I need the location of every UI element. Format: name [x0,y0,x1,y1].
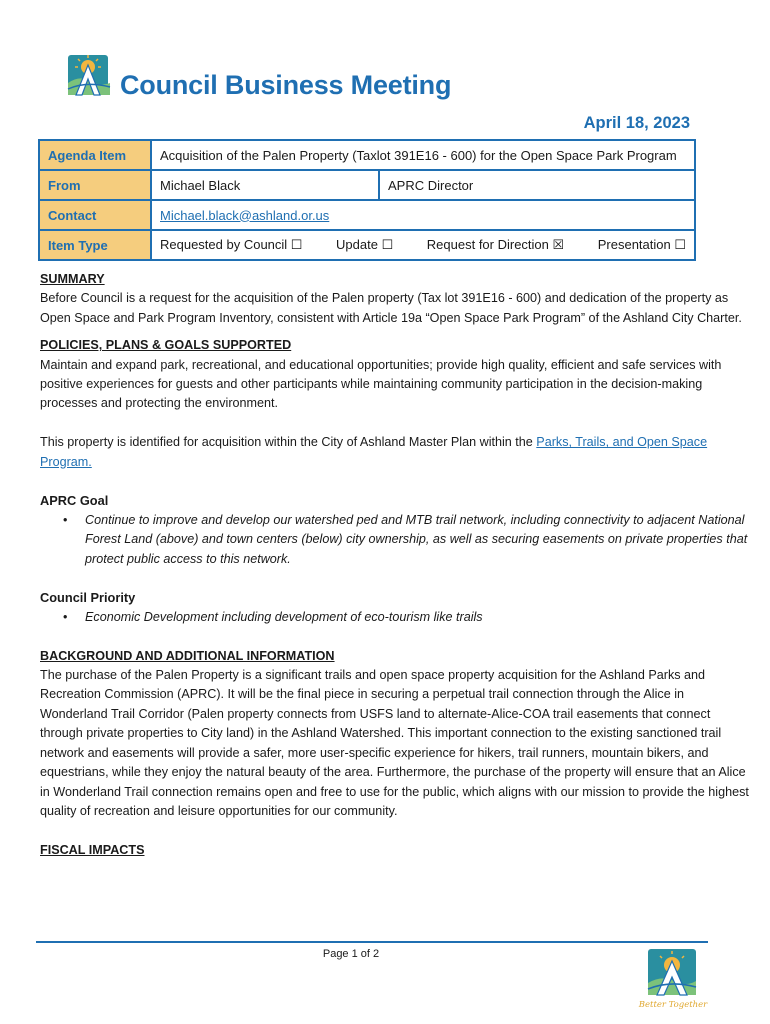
policies-text: Maintain and expand park, recreational, and educational opportunities; provide high quality, efficient and safe services with positive experiences for guests and other participants while maintaining community participation in the decision-making processes and protecting the environment. [40,357,722,411]
page-title: Council Business Meeting [120,70,452,100]
policies-text-2-prefix: This property is identified for acquisition within the City of Ashland Master Plan within the [40,435,537,450]
page-number: Page 1 of 2 [322,948,380,960]
contact-cell [151,200,695,230]
from-name: Michael Black [151,170,379,200]
aprc-goal-list [40,511,752,569]
background-heading: BACKGROUND AND ADDITIONAL INFORMATION [40,648,335,663]
document-body [40,270,752,860]
footer-logo-tagline: Better Together [638,1000,708,1010]
item-type-row [39,230,695,260]
agenda-item-value: Acquisition of the Palen Property (Taxlot 391E16 - 600) for the Open Space Park Program [151,140,695,170]
council-priority-item: • Economic Development including development of eco-tourism like trails [85,608,752,627]
ashland-logo-icon [66,53,114,97]
footer-divider [36,941,708,943]
summary-heading: SUMMARY [40,272,105,286]
agenda-item-label: Agenda Item [39,140,151,170]
contact-email-link[interactable]: Michael.black@ashland.or.us [160,207,330,223]
option-request-for-direction[interactable]: Request for Direction ☒ [426,237,565,252]
meeting-date: April 18, 2023 [583,114,690,132]
agenda-meta-table [38,139,696,261]
council-priority-list [40,608,752,627]
background-text: The purchase of the Palen Property is a significant trails and open space property acquisition for the Ashland Parks and Recreation Commission (APRC). It will be the final piece in securing a perpetual trail connection through the Alice in Wonderland Trail Corridor (Palen property connects from USFS land to alternate-Alice-COA trail easements that connect through private properties to City land) in the Ashland Watershed. This important connection to the existing sanctioned trail network and easements will provide a safer, more user-specific experience for hikers, trail runners, mountain bikers, and equestrians, while they enjoy the natural beauty of the area. Furthermore, the purchase of the property will ensure that an Alice in Wonderland Trail connection remains open and free to use for the public, which aligns with our mission to provide the highest quality of recreation and leisure opportunities for our community. [40,668,749,818]
option-requested-by-council[interactable]: Requested by Council ☐ [160,237,303,252]
contact-row [39,200,695,230]
from-label: From [39,170,151,200]
item-type-label: Item Type [39,230,151,260]
agenda-row [39,140,695,170]
option-update[interactable]: Update ☐ [336,237,394,252]
parks-trails-open-space-link[interactable]: Parks, Trails, and Open Space Program. [40,435,708,469]
policies-text-2 [40,433,752,472]
council-priority-heading: Council Priority [40,590,136,606]
from-title: APRC Director [379,170,695,200]
footer-logo-icon [638,947,708,1011]
from-row [39,170,695,200]
aprc-goal-heading: APRC Goal [40,493,109,509]
summary-text: Before Council is a request for the acquisition of the Palen property (Tax lot 391E16 - 600) and dedication of the property as Open Space and Park Program Inventory, consistent with Article 19a “Open Space Park Program” of the Ashland City Charter. [40,291,742,325]
option-presentation[interactable]: Presentation ☐ [597,237,686,252]
aprc-goal-item: • Continue to improve and develop our watershed ped and MTB trail network, including connectivity to adjacent National Forest Land (above) and town centers (below) city ownership, as well as securing easements on private properties that protect public access to this network. [85,511,752,569]
item-type-options [151,230,695,260]
fiscal-heading: FISCAL IMPACTS [40,842,145,857]
contact-label: Contact [39,200,151,230]
policies-heading: POLICIES, PLANS & GOALS SUPPORTED [40,338,292,353]
